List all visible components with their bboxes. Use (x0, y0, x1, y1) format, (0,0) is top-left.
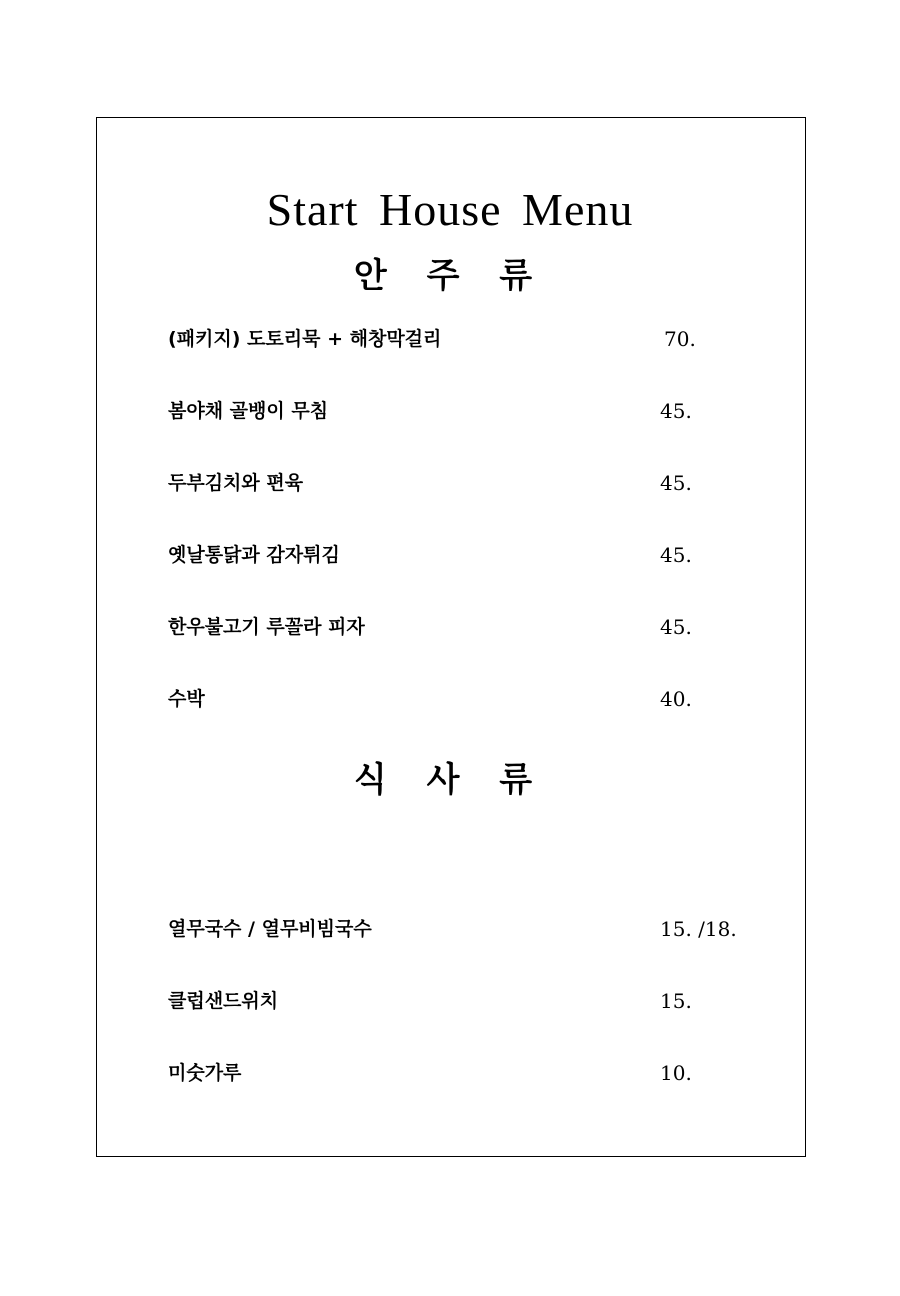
menu-item-name: 옛날통닭과 감자튀김 (168, 544, 340, 566)
section-heading-appetizers: 안 주 류 (353, 256, 547, 296)
section-heading-meals: 식 사 류 (353, 760, 547, 800)
menu-item-name: 열무국수 / 열무비빔국수 (168, 918, 372, 940)
menu-item-price: 10. (660, 1061, 692, 1085)
menu-item-price: 45. (660, 543, 692, 567)
menu-item-price: 45. (660, 615, 692, 639)
menu-item-price: 45. (660, 399, 692, 423)
menu-item-price: 40. (660, 687, 692, 711)
menu-item-price: 45. (660, 471, 692, 495)
menu-item-price: 15. /18. (660, 917, 737, 941)
menu-item-price: 70. (664, 327, 696, 351)
menu-item-name: 한우불고기 루꼴라 피자 (168, 616, 365, 638)
menu-item-name: 미숫가루 (168, 1062, 242, 1084)
menu-item-name: 봄야채 골뱅이 무침 (168, 400, 329, 422)
menu-item-name: (패키지) 도토리묵 + 해창막걸리 (168, 328, 442, 350)
menu-title: Start House Menu (266, 184, 634, 235)
menu-item-name: 수박 (168, 688, 205, 710)
menu-item-name: 클럽샌드위치 (168, 990, 279, 1012)
menu-item-name: 두부김치와 편육 (168, 472, 304, 494)
menu-item-price: 15. (660, 989, 692, 1013)
